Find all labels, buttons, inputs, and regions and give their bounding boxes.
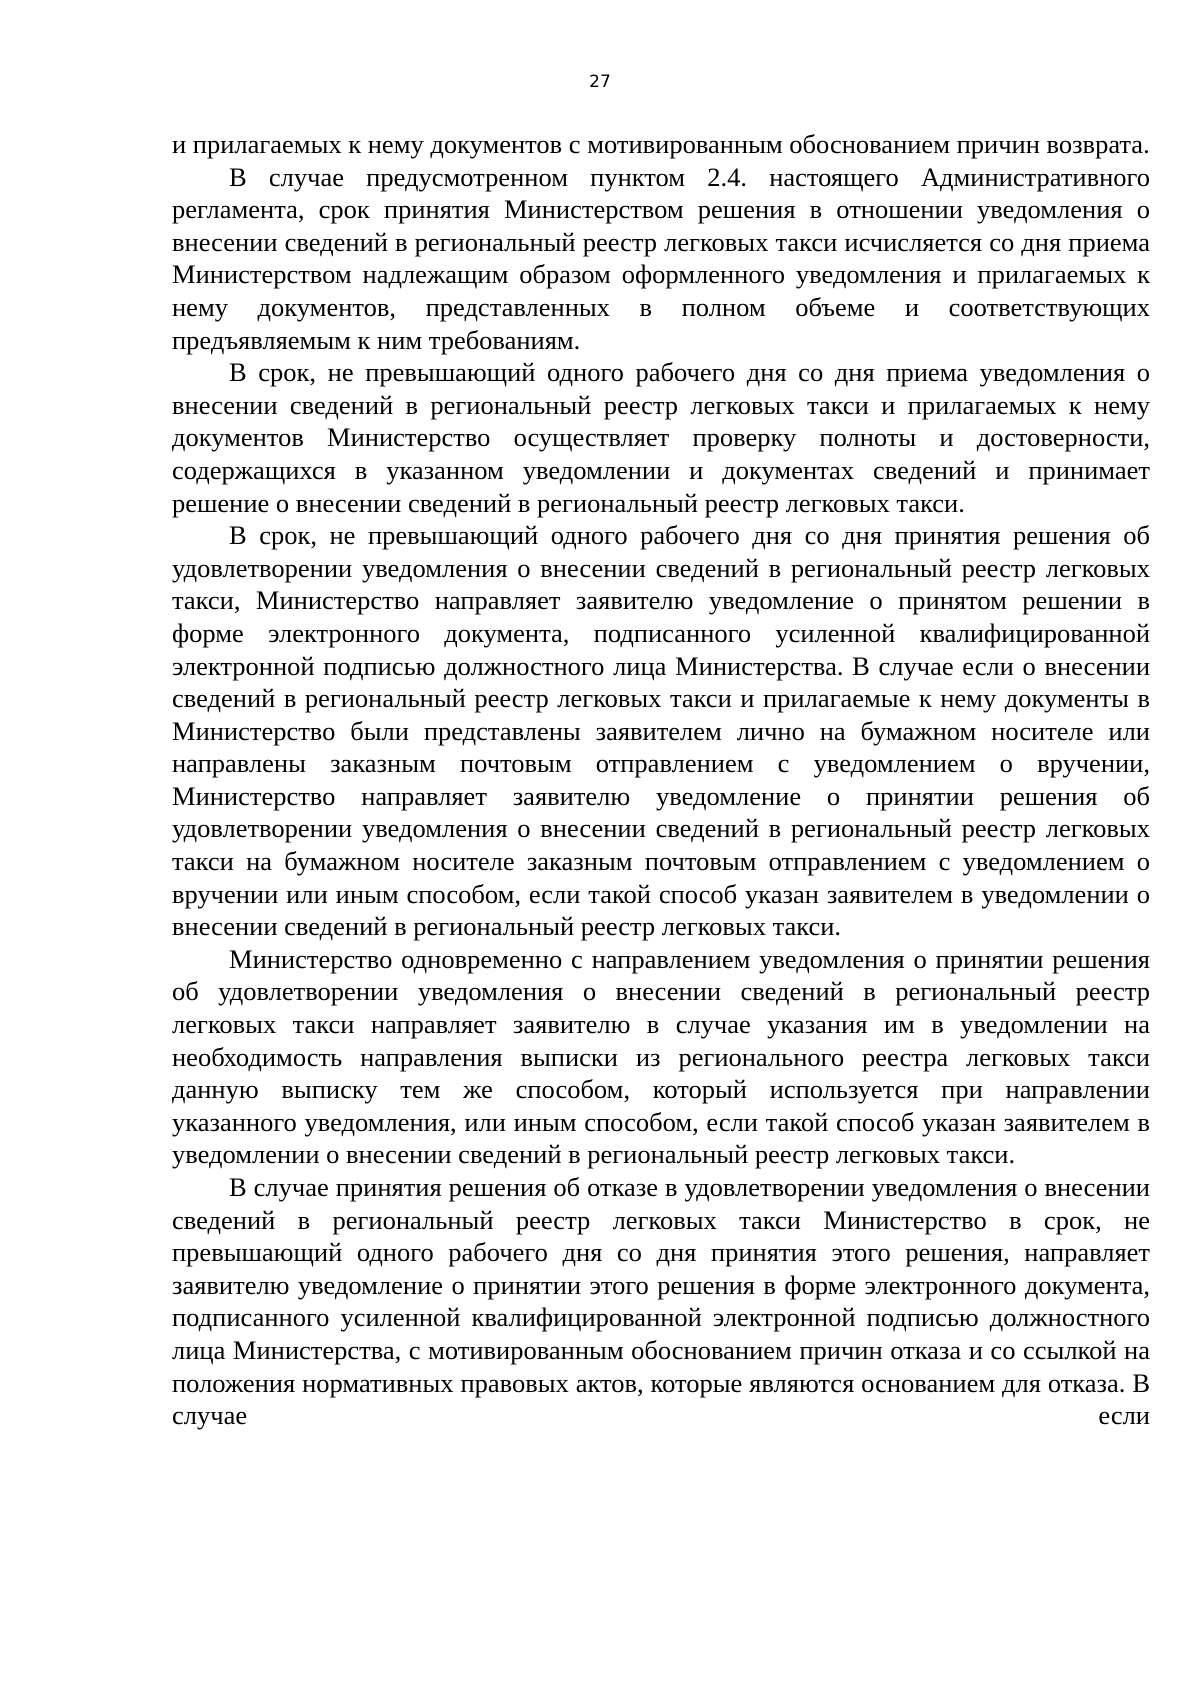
paragraph-verification: В срок, не превышающий одного рабочего дня со дня приема уведомления о внесении сведений в региональный реестр легковых такси и прилагаемых к нему документов Министерство осуществляет проверку полноты и достоверности, содержащихся в указанном уведомлении и документах сведений и принимает решение о внесении сведений в региональный реестр легковых такси.	[172, 357, 1150, 518]
paragraph-approval-notice: В срок, не превышающий одного рабочего дня со дня принятия решения об удовлетворении уведомления о внесении сведений в региональный реестр легковых такси, Министерство направляет заявителю уведомление о принятом решении в форме электронного документа, подписанного усиленной квалифицированной электронной подписью должностного лица Министерства. В случае если о внесении сведений в региональный реестр легковых такси и прилагаемые к нему документы в Министерство были представлены заявителем лично на бумажном носителе или направлены заказным почтовым отправлением с уведомлением о вручении, Министерство направляет заявителю уведомление о принятии решения об удовлетворении уведомления о внесении сведений в региональный реестр легковых такси на бумажном носителе заказным почтовым отправлением с уведомлением о вручении или иным способом, если такой способ указан заявителем в уведомлении о внесении сведений в региональный реестр легковых такси.	[172, 520, 1150, 942]
paragraph-review-period: В случае предусмотренном пунктом 2.4. настоящего Административного регламента, срок принятия Министерством решения в отношении уведомления о внесении сведений в региональный реестр легковых такси исчисляется со дня приема Министерством надлежащим образом оформленного уведомления и прилагаемых к нему документов, представленных в полном объеме и соответствующих предъявляемым к ним требованиям.	[172, 161, 1150, 355]
paragraph-refusal-notice: В случае принятия решения об отказе в удовлетворении уведомления о внесении сведений в региональный реестр легковых такси Министерство в срок, не превышающий одного рабочего дня со дня принятия этого решения, направляет заявителю уведомление о принятии этого решения в форме электронного документа, подписанного усиленной квалифицированной электронной подписью должностного лица Министерства, с мотивированным обоснованием причин отказа и со ссылкой на положения нормативных правовых актов, которые являются основанием для отказа. В случае если	[172, 1172, 1150, 1431]
page-number: 27	[589, 72, 611, 92]
paragraph-continuation: и прилагаемых к нему документов с мотивированным обоснованием причин возврата.	[172, 129, 1150, 159]
document-body	[172, 128, 1150, 1432]
paragraph-registry-extract: Министерство одновременно с направлением уведомления о принятии решения об удовлетворении уведомления о внесении сведений в региональный реестр легковых такси направляет заявителю в случае указания им в уведомлении на необходимость направления выписки из регионального реестра легковых такси данную выписку тем же способом, который используется при направлении указанного уведомления, или иным способом, если такой способ указан заявителем в уведомлении о внесении сведений в региональный реестр легковых такси.	[172, 943, 1150, 1170]
